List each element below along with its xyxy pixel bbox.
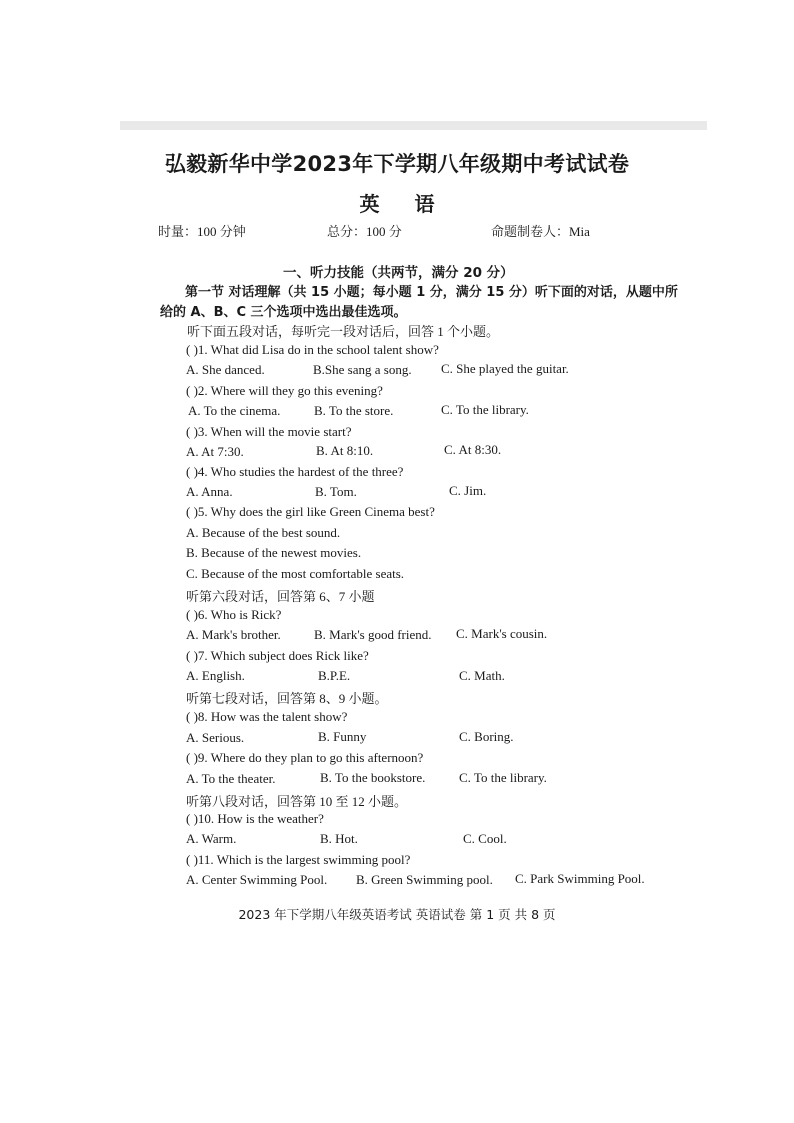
q6-option-c: C. Mark's cousin. [456, 626, 548, 641]
q4-option-c: C. Jim. [449, 483, 487, 498]
q9-option-c: C. To the library. [459, 770, 547, 785]
q4-option-b: B. Tom. [315, 484, 357, 499]
question-4: ( )4. Who studies the hardest of the three? [186, 464, 404, 479]
q5-option-b: B. Because of the newest movies. [186, 545, 362, 560]
scan-top-edge [120, 121, 707, 130]
subject-title: 英 语 [359, 192, 449, 216]
q8-option-a: A. Serious. [186, 730, 245, 745]
q1-option-a: A. She danced. [186, 362, 265, 377]
q10-option-b: B. Hot. [320, 831, 358, 846]
q10-option-c: C. Cool. [463, 831, 507, 846]
q11-option-b: B. Green Swimming pool. [356, 872, 493, 887]
question-2: ( )2. Where will they go this evening? [186, 383, 383, 398]
q4-option-a: A. Anna. [186, 484, 233, 499]
q1-option-b: B.She sang a song. [313, 362, 412, 377]
q5-option-c: C. Because of the most comfortable seats. [186, 566, 405, 581]
total-score: 总分：100 分 [327, 224, 402, 239]
q1-option-c: C. She played the guitar. [441, 361, 569, 376]
q2-option-c: C. To the library. [441, 402, 529, 417]
q5-option-a: A. Because of the best sound. [186, 525, 341, 540]
q6-option-a: A. Mark's brother. [186, 627, 281, 642]
q7-option-c: C. Math. [459, 668, 505, 683]
q3-option-b: B. At 8:10. [316, 443, 374, 458]
q3-option-c: C. At 8:30. [444, 442, 502, 457]
q8-option-b: B. Funny [318, 729, 367, 744]
q7-option-b: B.P.E. [318, 668, 351, 683]
q7-option-a: A. English. [186, 668, 245, 683]
question-8: ( )8. How was the talent show? [186, 709, 348, 724]
q11-option-a: A. Center Swimming Pool. [186, 872, 328, 887]
section-instruction-line1: 第一节 对话理解（共 15 小题；每小题 1 分，满分 15 分）听下面的对话，从题中所 [185, 285, 678, 300]
q3-option-a: A. At 7:30. [186, 444, 244, 459]
page-footer: 2023 年下学期八年级英语考试 英语试卷 第 1 页 共 8 页 [238, 907, 556, 922]
exam-title: 弘毅新华中学2023年下学期八年级期中考试试卷 [164, 152, 630, 176]
question-7: ( )7. Which subject does Rick like? [186, 648, 369, 663]
question-11: ( )11. Which is the largest swimming pool? [186, 852, 411, 867]
q10-option-a: A. Warm. [186, 831, 237, 846]
listening-instruction-1: 听下面五段对话，每听完一段对话后，回答 1 个小题。 [187, 324, 500, 339]
listening-instruction-2: 听第六段对话，回答第 6、7 小题 [186, 589, 375, 604]
question-3: ( )3. When will the movie start? [186, 424, 352, 439]
part-heading: 一、听力技能（共两节，满分 20 分） [283, 265, 514, 281]
q11-option-c: C. Park Swimming Pool. [515, 871, 645, 886]
listening-instruction-4: 听第八段对话，回答第 10 至 12 小题。 [186, 794, 408, 809]
exam-time: 时量：100 分钟 [158, 224, 246, 239]
listening-instruction-3: 听第七段对话，回答第 8、9 小题。 [186, 691, 388, 706]
q9-option-b: B. To the bookstore. [320, 770, 426, 785]
question-6: ( )6. Who is Rick? [186, 607, 282, 622]
q6-option-b: B. Mark's good friend. [314, 627, 432, 642]
q2-option-a: A. To the cinema. [188, 403, 281, 418]
question-1: ( )1. What did Lisa do in the school talent show? [186, 342, 439, 357]
question-5: ( )5. Why does the girl like Green Cinema best? [186, 504, 435, 519]
exam-author: 命题制卷人：Mia [491, 224, 590, 239]
question-10: ( )10. How is the weather? [186, 811, 324, 826]
q9-option-a: A. To the theater. [186, 771, 276, 786]
q8-option-c: C. Boring. [459, 729, 514, 744]
q2-option-b: B. To the store. [314, 403, 394, 418]
question-9: ( )9. Where do they plan to go this afternoon? [186, 750, 424, 765]
section-instruction-line2: 给的 A、B、C 三个选项中选出最佳选项。 [160, 305, 407, 320]
